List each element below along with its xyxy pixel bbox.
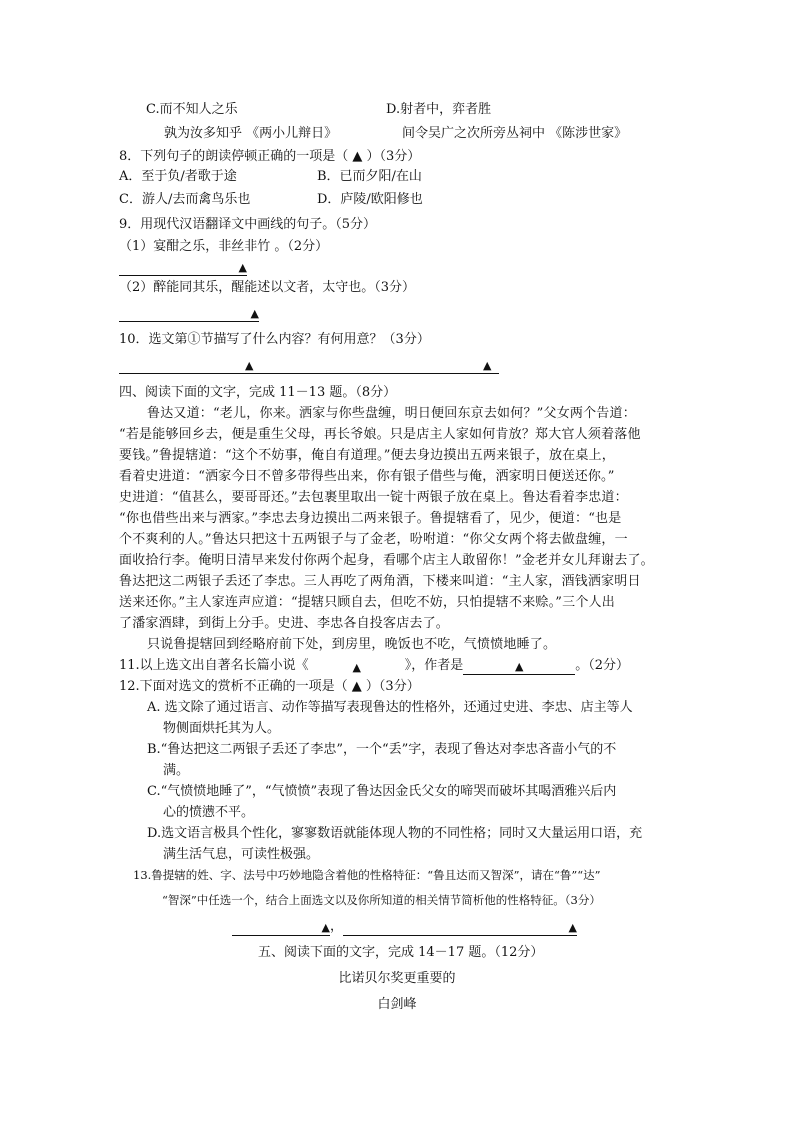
q9-sub2-answer-line[interactable]: [119, 304, 259, 322]
passage-line: 要钱。”鲁提辖道：“这个不妨事，俺自有道理。”便去身边摸出五两来银子，放在桌上，: [119, 448, 615, 463]
q10-answer-line[interactable]: [119, 356, 499, 374]
passage-line: 面收拾行李。俺明日清早来发付你两个起身，看哪个店主人敢留你！”金老并女儿拜谢去了。: [119, 553, 654, 568]
section-4-title: 四、阅读下面的文字，完成 11－13 题。（8分）: [119, 385, 397, 400]
q12-stem: 12.下面对选文的赏析不正确的一项是（ ▲ ）（3分）: [119, 679, 420, 694]
q11-author-answer[interactable]: [463, 658, 575, 675]
article-author: 白剑峰: [377, 997, 417, 1012]
q13-comma: ，: [330, 919, 344, 934]
q12-option-a: A. 选文除了通过语言、动作等描写表现鲁达的性格外，还通过史进、李忠、店主等人: [147, 700, 633, 715]
q7-option-c: C.而不知人之乐: [146, 102, 238, 117]
answer-mark: ▲: [568, 921, 578, 934]
q12-option-b-cont: 满。: [163, 763, 190, 778]
passage-line: 了潘家酒肆，到街上分手。史进、李忠各自投客店去了。: [119, 616, 450, 631]
q11-book-answer[interactable]: [309, 659, 405, 675]
article-title: 比诺贝尔奖更重要的: [338, 971, 456, 986]
passage-line: 史进道：“值甚么，要哥哥还。”去包裹里取出一锭十两银子放在桌上。鲁达看着李忠道：: [119, 490, 628, 505]
passage-line: 鲁达把这二两银子丢还了李忠。三人再吃了两角酒，下楼来叫道：“主人家，酒钱洒家明日: [119, 574, 641, 589]
q9-sub2: （2）醉能同其乐，醒能述以文者，太守也。（3分）: [119, 280, 416, 295]
q13-stem-line1: 13.鲁提辖的姓、字、法号中巧妙地隐含着他的性格特征：“鲁且达而又智深”，请在“鲁”“达”: [133, 868, 601, 882]
q12-option-c: C.“气愤愤地睡了”，“气愤愤”表现了鲁达因金氏父女的啼哭而破坏其喝酒雅兴后内: [147, 784, 617, 799]
passage-line: 看着史进道：“洒家今日不曾多带得些出来，你有银子借些与俺，洒家明日便送还你。”: [119, 469, 615, 484]
q11-part2: 》，作者是: [404, 658, 464, 673]
answer-mark: ▲: [321, 921, 330, 934]
answer-mark: ▲: [238, 261, 247, 274]
q9-stem: 9．用现代汉语翻译文中画线的句子。（5分）: [119, 217, 377, 232]
answer-mark: ▲: [483, 359, 492, 372]
q9-sub1-answer-line[interactable]: [119, 258, 247, 276]
q8-stem: 8．下列句子的朗读停顿正确的一项是（ ▲ ）（3分）: [119, 149, 421, 164]
q11-line: [119, 657, 629, 675]
section-5-title: 五、阅读下面的文字，完成 14－17 题。（12分）: [258, 945, 544, 960]
q12-option-a-cont: 物侧面烘托其为人。: [163, 721, 281, 736]
q12-option-b: B.“鲁达把这二两银子丢还了李忠”，一个“丢”字，表现了鲁达对李忠吝啬小气的不: [147, 742, 617, 757]
answer-mark: ▲: [514, 660, 524, 673]
q12-option-d: D.选文语言极具个性化，寥寥数语就能体现人物的不同性格；同时又大量运用口语，充: [147, 826, 643, 841]
passage-line: 个不爽利的人。”鲁达只把这十五两银子与了金老，吩咐道：“你父女两个将去做盘缠，一: [119, 532, 628, 547]
q10-stem: 10．选文第①节描写了什么内容？有何用意？（3分）: [119, 332, 430, 347]
q13-stem-line2: “智深”中任选一个，结合上面选文以及你所知道的相关情节简析他的性格特征。（3分）: [162, 893, 601, 907]
q7-source-left: 孰为汝多知乎 《两小儿辩日》: [164, 126, 338, 141]
q7-source-right: 间令吴广之次所旁丛祠中 《陈涉世家》: [402, 126, 628, 141]
answer-mark: ▲: [352, 661, 361, 674]
q8-option-d: D．庐陵/欧阳修也: [317, 192, 423, 207]
q11-part1: 11.以上选文出自著名长篇小说《: [119, 658, 309, 673]
passage-line: “若是能够回乡去，便是重生父母，再长爷娘。只是店主人家如何肯放？郑大官人须着落他: [119, 427, 641, 442]
q8-option-a: A．至于负/者歌于途: [119, 169, 237, 184]
q9-sub1: （1）宴酣之乐，非丝非竹 。（2分）: [119, 239, 329, 254]
q7-option-d: D.射者中，弈者胜: [386, 102, 492, 117]
q12-option-c-cont: 心的愤懑不平。: [163, 805, 255, 820]
passage-line: 鲁达又道：“老儿，你来。洒家与你些盘缠，明日便回东京去如何？”父女两个告道：: [147, 406, 636, 421]
q11-part3: 。（2分）: [575, 658, 629, 673]
passage-line: 只说鲁提辖回到经略府前下处，到房里，晚饭也不吃，气愤愤地睡了。: [147, 637, 557, 652]
passage-line: 送来还你。”主人家连声应道：“提辖只顾自去，但吃不妨，只怕提辖不来赊。”三个人出: [119, 595, 615, 610]
answer-mark: ▲: [250, 307, 259, 320]
q12-option-d-cont: 满生活气息，可读性极强。: [163, 847, 320, 862]
q8-option-c: C．游人/去而禽鸟乐也: [119, 192, 251, 207]
q8-option-b: B．已而夕阳/在山: [317, 169, 422, 184]
q13-answer-line[interactable]: [232, 918, 577, 936]
passage-line: “你也借些出来与洒家。”李忠去身边摸出二两来银子。鲁提辖看了，见少，便道：“也是: [119, 511, 622, 526]
answer-mark: ▲: [245, 359, 254, 372]
